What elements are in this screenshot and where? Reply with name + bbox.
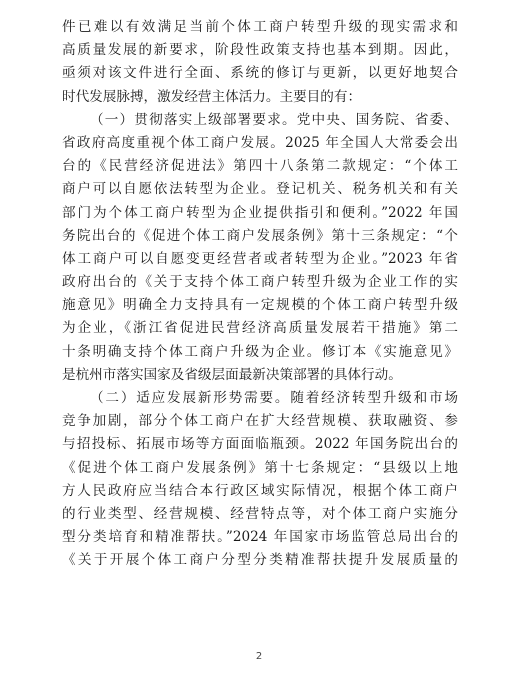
text-line: 务院出台的《促进个体工商户发展条例》第十三条规定：“个 xyxy=(62,227,458,244)
text-line: 商户可以自愿依法转型为企业。登记机关、税务机关和有关 xyxy=(62,181,458,198)
page-number: 2 xyxy=(255,651,263,662)
text-line: 《关于开展个体工商户分型分类精准帮扶提升发展质量的 xyxy=(62,552,458,569)
text-line: 竞争加剧，部分个体工商户在扩大经营规模、获取融资、参 xyxy=(62,413,458,430)
text-line: 高质量发展的新要求，阶段性政策支持也基本到期。因此， xyxy=(62,42,458,59)
section-heading-line: （一）贯彻落实上级部署要求。党中央、国务院、省委、 xyxy=(90,111,458,128)
text-line: 的行业类型、经营规模、经营特点等，对个体工商户实施分 xyxy=(62,505,458,522)
text-line: 台的《民营经济促进法》第四十八条第二款规定：“个体工 xyxy=(62,158,458,175)
text-line: 亟须对该文件进行全面、系统的修订与更新，以更好地契合 xyxy=(62,65,458,82)
text-line: 省政府高度重视个体工商户发展。2025 年全国人大常委会出 xyxy=(62,134,458,151)
text-line: 型分类培育和精准帮扶。”2024 年国家市场监管总局出台的 xyxy=(62,529,458,546)
text-line: 与招投标、拓展市场等方面面临瓶颈。2022 年国务院出台的 xyxy=(62,436,458,453)
section-heading-line: （二）适应发展新形势需要。随着经济转型升级和市场 xyxy=(90,390,458,406)
text-line: 十条明确支持个体工商户升级为企业。修订本《实施意见》 xyxy=(62,343,458,360)
text-line: 体工商户可以自愿变更经营者或者转型为企业。”2023 年省 xyxy=(62,250,458,267)
text-line: 是杭州市落实国家及省级层面最新决策部署的具体行动。 xyxy=(62,366,402,383)
document-body xyxy=(62,16,458,573)
text-line: 部门为个体工商户转型为企业提供指引和便利。”2022 年国 xyxy=(62,204,458,221)
text-line: 为企业，《浙江省促进民营经济高质量发展若干措施》第二 xyxy=(62,320,458,337)
text-line: 件已难以有效满足当前个体工商户转型升级的现实需求和 xyxy=(62,19,458,35)
text-line: 方人民政府应当结合本行政区域实际情况，根据个体工商户 xyxy=(62,482,458,499)
text-line: 施意见》明确全力支持具有一定规模的个体工商户转型升级 xyxy=(62,297,458,314)
text-line: 时代发展脉搏，激发经营主体活力。主要目的有： xyxy=(62,88,362,105)
text-line: 政府出台的《关于支持个体工商户转型升级为企业工作的实 xyxy=(62,274,458,291)
text-line: 《促进个体工商户发展条例》第十七条规定：“县级以上地 xyxy=(62,459,458,476)
